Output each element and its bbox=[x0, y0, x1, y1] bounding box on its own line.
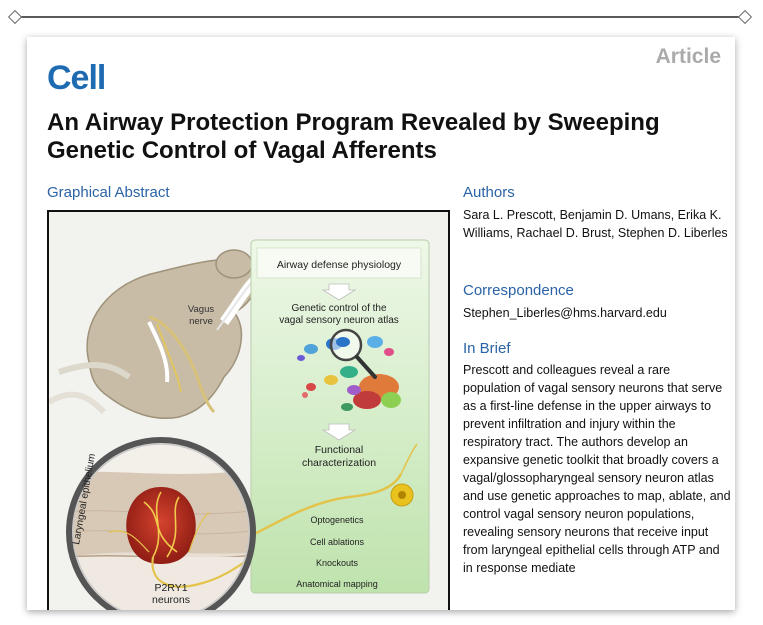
step-functional-1: Functional bbox=[314, 444, 364, 456]
authors-heading: Authors bbox=[463, 184, 515, 201]
vagus-label-2: nerve bbox=[189, 316, 213, 327]
article-page bbox=[27, 37, 735, 610]
epithelium-label: Laryngeal epithelium bbox=[71, 452, 98, 546]
rule-left-diamond-icon bbox=[8, 10, 22, 24]
neuron-label-1: P2RY1 bbox=[154, 582, 188, 594]
method-optogenetics: Optogenetics bbox=[310, 515, 364, 525]
neuron-label-2: neurons bbox=[152, 594, 190, 606]
in-brief-text: Prescott and colleagues reveal a rare population of vagal sensory neurons that serve as a first-line defense in the upper airways to prevent infiltration and injury within the respiratory tract. The authors develop an expansive genetic toolkit that broadly covers a vagal/glossopharyngeal sensory neuron atlas and use genetic approaches to map, ablate, and control vagal sensory neuron populations, revealing sensory neurons that receive input from laryngeal epithelial cells through ATP and in response mediate bbox=[463, 363, 731, 575]
step-genetic-control-1: Genetic control of the bbox=[291, 303, 387, 314]
method-anatomical-mapping: Anatomical mapping bbox=[296, 579, 378, 589]
article-type: Article bbox=[655, 45, 721, 68]
vagus-label-1: Vagus bbox=[187, 304, 215, 315]
method-knockouts: Knockouts bbox=[315, 558, 359, 568]
top-rule bbox=[14, 16, 746, 18]
journal-logo: Cell bbox=[47, 59, 106, 97]
method-cell-ablations: Cell ablations bbox=[309, 537, 365, 547]
correspondence-heading: Correspondence bbox=[463, 282, 574, 299]
correspondence-email[interactable]: Stephen_Liberles@hms.harvard.edu bbox=[463, 306, 667, 320]
graphical-abstract-heading: Graphical Abstract bbox=[47, 184, 170, 201]
step-functional-2: characterization bbox=[301, 457, 377, 469]
rule-right-diamond-icon bbox=[738, 10, 752, 24]
authors-list: Sara L. Prescott, Benjamin D. Umans, Erika K. Williams, Rachael D. Brust, Stephen D. Liberles bbox=[463, 208, 728, 240]
step-genetic-control-2: vagal sensory neuron atlas bbox=[279, 315, 399, 326]
step-airway-defense: Airway defense physiology bbox=[276, 259, 402, 271]
graphical-abstract-figure bbox=[47, 210, 450, 610]
in-brief-heading: In Brief bbox=[463, 340, 511, 357]
article-title: An Airway Protection Program Revealed by Sweeping Genetic Control of Vagal Afferents bbox=[47, 109, 660, 164]
